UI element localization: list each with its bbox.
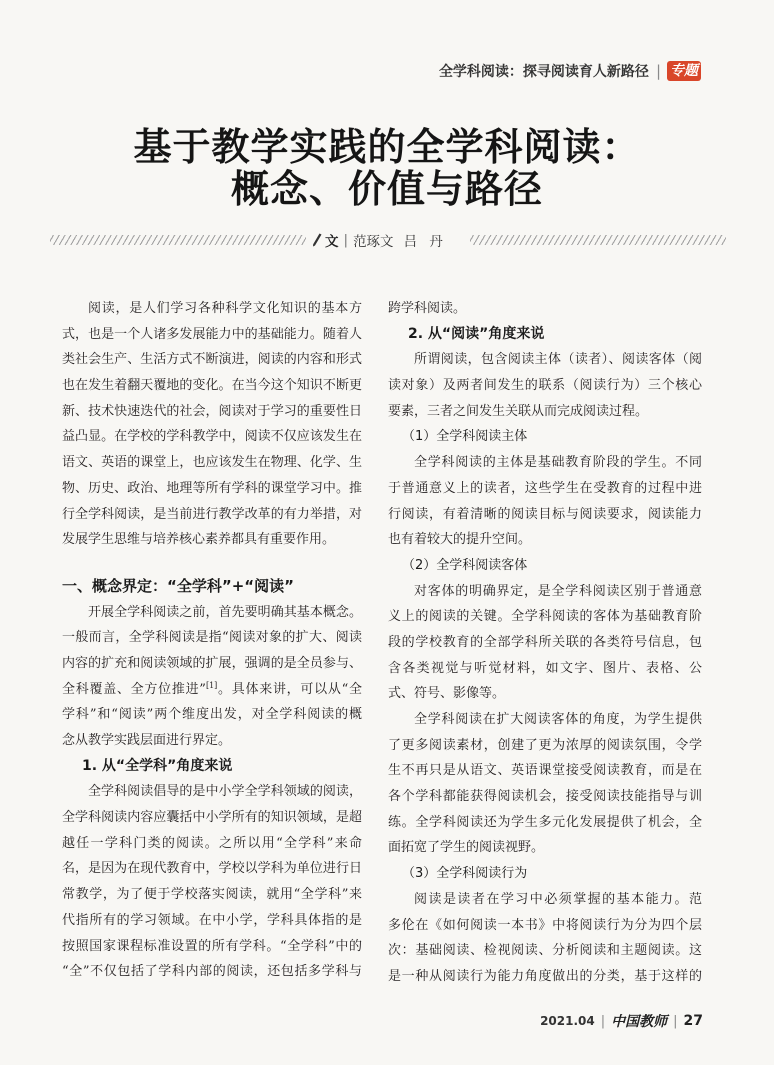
text-line: 义上的阅读的关键。全学科阅读的客体为基础教育阶 xyxy=(388,609,702,625)
intro-paragraph xyxy=(62,296,362,553)
topic-badge: 专题 xyxy=(667,61,701,81)
text-line: 各个学科都能获得阅读机会，接受阅读技能指导与训 xyxy=(388,789,702,805)
journal-logo: 中国教师 xyxy=(611,1014,668,1030)
reading-behavior-paragraph xyxy=(388,887,702,990)
section-heading: 一、概念界定：“全学科”+“阅读” xyxy=(62,576,295,595)
left-column xyxy=(62,296,362,985)
text-line: 代指所有的学习领域。在中小学，学科具体指的是 xyxy=(62,912,362,928)
text-line: 学科”和“阅读”两个维度出发，对全学科阅读的概 xyxy=(62,707,362,723)
footer-separator: | xyxy=(600,1013,606,1029)
text-line: 于普通意义上的读者，这些学生在受教育的过程中进 xyxy=(388,480,702,496)
reading-object-paragraph xyxy=(388,707,702,861)
text-line: 名，是因为在现代教育中，学校以学科为单位进行日 xyxy=(62,861,362,877)
citation-mark: [1] xyxy=(205,680,218,690)
text-line: 是一种从阅读行为能力角度做出的分类，基于这样的 xyxy=(388,968,702,984)
text-line: 行全学科阅读，是当前进行教学改革的有力举措，对 xyxy=(62,506,362,522)
text-line: 练。全学科阅读还为学生多元化发展提供了机会，全 xyxy=(388,814,702,830)
author-name: 吕 丹 xyxy=(403,234,443,250)
text-line: 物、历史、政治、地理等所有学科的课堂学习中。推 xyxy=(62,480,362,496)
byline-separator: | xyxy=(343,232,349,248)
text-line: 全学科阅读的主体是基础教育阶段的学生。不同 xyxy=(414,455,702,471)
text-line: 含各类视觉与听觉材料，如文字、图片、表格、公 xyxy=(388,660,702,676)
byline-label: 文 xyxy=(325,234,339,250)
text-line: 面拓宽了学生的阅读视野。 xyxy=(388,840,545,856)
text-line: 益凸显。在学校的学科教学中，阅读不仅应该发生在 xyxy=(62,429,362,445)
text-line: 了更多阅读素材，创建了更为浓厚的阅读氛围，令学 xyxy=(388,737,702,753)
text-span: 全科覆盖、全方位推进” xyxy=(62,681,206,697)
title-line-1: 基于教学实践的全学科阅读： xyxy=(133,125,641,169)
footer-separator: | xyxy=(673,1013,678,1029)
text-line: 跨学科阅读。 xyxy=(388,301,467,316)
reading-object-paragraph xyxy=(388,579,702,707)
text-line: 类社会生产、生活方式不断演进，阅读的内容和形式 xyxy=(62,352,362,368)
text-line: 要素，三者之间发生关联从而完成阅读过程。 xyxy=(388,403,649,419)
hatch-bar-left xyxy=(50,235,306,245)
title-line-2: 概念、价值与路径 xyxy=(230,167,543,211)
page-footer xyxy=(540,1010,703,1032)
text-line: 按照国家课程标准设置的所有学科。“全学科”中的 xyxy=(62,938,362,954)
numbered-heading: （1）全学科阅读主体 xyxy=(402,429,528,445)
section-title: 全学科阅读：探寻阅读育人新路径 xyxy=(438,64,649,80)
whole-subject-paragraph xyxy=(62,779,362,985)
text-line: 对客体的明确界定，是全学科阅读区别于普通意 xyxy=(414,583,702,599)
text-line: 式、符号、影像等。 xyxy=(388,686,506,702)
running-header xyxy=(439,60,701,82)
text-line: 行阅读，有着清晰的阅读目标与阅读要求，阅读能力 xyxy=(388,506,702,522)
text-line: 一般而言，全学科阅读是指“阅读对象的扩大、阅读 xyxy=(62,630,362,646)
text-line: 内容的扩充和阅读领域的扩展，强调的是全员参与、 xyxy=(62,655,362,671)
text-line: 语文、英语的课堂上，也应该发生在物理、化学、生 xyxy=(62,455,362,471)
right-column xyxy=(388,296,702,990)
text-line: “全”不仅包括了学科内部的阅读，还包括多学科与 xyxy=(62,964,362,980)
numbered-heading: （3）全学科阅读行为 xyxy=(402,866,528,882)
concept-paragraph xyxy=(62,600,362,754)
pen-icon xyxy=(312,233,322,247)
text-line: 读对象）及两者间发生的联系（阅读行为）三个核心 xyxy=(388,378,702,394)
text-line: 越任一学科门类的阅读。之所以用“全学科”来命 xyxy=(62,835,362,851)
text-line: 所谓阅读，包含阅读主体（读者）、阅读客体（阅 xyxy=(414,352,702,368)
issue-date: 2021.04 xyxy=(540,1014,595,1028)
subsection-heading: 2. 从“阅读”角度来说 xyxy=(408,325,545,342)
text-line: 次：基础阅读、检视阅读、分析阅读和主题阅读。这 xyxy=(388,943,702,959)
text-line: 新、技术快速迭代的社会，阅读对于学习的重要性日 xyxy=(62,403,362,419)
page-number: 27 xyxy=(683,1013,703,1029)
text-span: 。具体来讲，可以从“全 xyxy=(217,681,362,697)
text-line: 全学科阅读倡导的是中小学全学科领域的阅读， xyxy=(88,784,362,800)
text-line: 全学科阅读在扩大阅读客体的角度，为学生提供 xyxy=(414,712,702,727)
text-line: 全学科阅读内容应囊括中小学所有的知识领域，是超 xyxy=(62,810,362,826)
byline xyxy=(312,230,443,250)
text-line: 也有着较大的提升空间。 xyxy=(388,532,532,548)
text-line xyxy=(62,677,362,703)
article-title xyxy=(0,126,774,210)
numbered-heading: （2）全学科阅读客体 xyxy=(402,557,528,573)
text-line: 多伦在《如何阅读一本书》中将阅读行为分为四个层 xyxy=(388,917,702,933)
text-line: 念从教学实践层面进行界定。 xyxy=(62,733,232,748)
text-line: 段的学校教育的全部学科所关联的各类符号信息，包 xyxy=(388,634,702,650)
text-line: 阅读，是人们学习各种科学文化知识的基本方 xyxy=(88,301,362,316)
reading-definition-paragraph xyxy=(388,347,702,424)
hatch-bar-right xyxy=(470,235,726,245)
text-line: 常教学，为了便于学校落实阅读，就用“全学科”来 xyxy=(62,887,362,903)
header-separator: | xyxy=(655,62,661,80)
subsection-heading: 1. 从“全学科”角度来说 xyxy=(82,757,233,774)
reading-subject-paragraph xyxy=(388,450,702,553)
text-line: 开展全学科阅读之前，首先要明确其基本概念。 xyxy=(88,604,362,620)
author-name: 范琢文 xyxy=(353,234,394,250)
text-line: 阅读是读者在学习中必须掌握的基本能力。范 xyxy=(414,891,702,907)
text-line: 式，也是一个人诸多发展能力中的基础能力。随着人 xyxy=(62,326,362,342)
text-line: 也在发生着翻天覆地的变化。在当今这个知识不断更 xyxy=(62,378,362,394)
text-line: 发展学生思维与培养核心素养都具有重要作用。 xyxy=(62,532,336,548)
text-line: 生不再只是从语文、英语课堂接受阅读教育，而是在 xyxy=(388,763,702,779)
